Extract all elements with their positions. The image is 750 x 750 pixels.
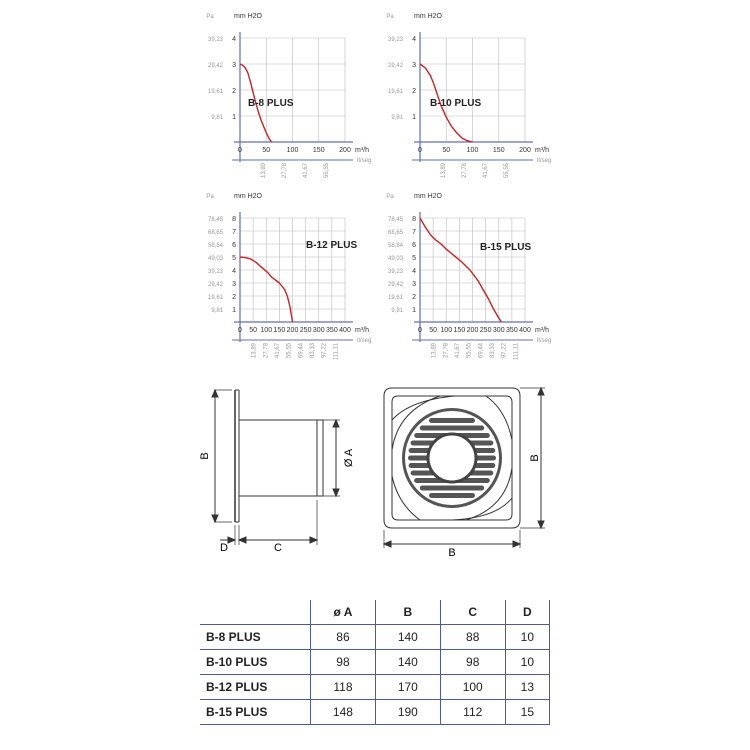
table-row xyxy=(200,625,550,650)
y-tick-label: 4 xyxy=(232,36,236,43)
dim-b-horizontal-label: B xyxy=(448,547,456,559)
x-tick-label: 100 xyxy=(260,327,273,334)
dim-d-label: D xyxy=(220,542,228,554)
table-row xyxy=(200,650,550,675)
pa-tick-label: 29,42 xyxy=(207,282,223,288)
x-tick-label: 50 xyxy=(249,327,258,334)
header-c: C xyxy=(440,600,505,625)
pa-tick-label: 9,81 xyxy=(391,308,403,314)
dimension-drawings xyxy=(0,380,750,580)
x-unit-label: m³/h xyxy=(535,147,549,154)
table-cell: 10 xyxy=(505,650,549,675)
y-left-title: Pa xyxy=(386,194,394,200)
x-tick-label: 200 xyxy=(286,327,299,334)
ls-tick-label: 27,78 xyxy=(443,343,450,359)
pa-tick-label: 39,23 xyxy=(207,269,223,275)
table-cell: 118 xyxy=(311,675,376,700)
table-cell: 88 xyxy=(440,625,505,650)
table-cell: 15 xyxy=(505,700,549,725)
ls-tick-label: 83,33 xyxy=(490,343,496,359)
x-tick-label: 400 xyxy=(339,327,351,334)
ls-tick-label: 69,44 xyxy=(298,343,305,359)
x-tick-label: 200 xyxy=(519,147,531,154)
ls-tick-label: 97,22 xyxy=(321,343,328,359)
x-tick-label: 150 xyxy=(492,147,505,154)
pa-tick-label: 78,45 xyxy=(387,217,403,223)
pa-tick-label: 68,65 xyxy=(207,230,223,236)
y-tick-label: 3 xyxy=(232,281,236,288)
y-tick-label: 3 xyxy=(232,62,236,69)
x-unit-label: m³/h xyxy=(535,327,549,334)
pa-tick-label: 58,84 xyxy=(207,243,223,249)
y-tick-label: 6 xyxy=(412,242,416,249)
y-tick-label: 2 xyxy=(412,294,416,301)
pa-tick-label: 49,03 xyxy=(387,256,403,262)
x-tick-label: 250 xyxy=(479,327,492,334)
y-tick-label: 3 xyxy=(412,281,416,288)
grille-bar xyxy=(420,426,484,431)
model-name: B-15 PLUS xyxy=(200,700,311,725)
header-diameter-a: ø A xyxy=(311,600,376,625)
pa-tick-label: 29,42 xyxy=(387,282,403,288)
dim-a-label: Ø A xyxy=(343,448,355,468)
table-cell: 100 xyxy=(440,675,505,700)
ls-tick-label: 13,89 xyxy=(261,163,267,179)
ls-tick-label: 27,78 xyxy=(282,163,288,179)
pa-tick-label: 19,61 xyxy=(387,89,403,95)
pa-tick-label: 9,81 xyxy=(211,308,223,314)
ls-tick-label: 111,11 xyxy=(513,343,520,361)
ls-tick-label: 27,78 xyxy=(462,163,468,179)
dim-b-label: B xyxy=(199,452,211,460)
pa-tick-label: 58,84 xyxy=(387,243,403,249)
x-tick-label: 50 xyxy=(429,327,438,334)
x-tick-label: 100 xyxy=(440,327,453,334)
y-tick-label: 7 xyxy=(232,229,236,236)
pa-tick-label: 19,61 xyxy=(207,89,223,95)
table-cell: 148 xyxy=(311,700,376,725)
header-b: B xyxy=(375,600,440,625)
chart-panel xyxy=(386,193,551,360)
ls-tick-label: 111,11 xyxy=(333,343,340,361)
ls-tick-label: 13,89 xyxy=(441,163,447,179)
x-tick-label: 350 xyxy=(326,327,338,334)
x-tick-label: 100 xyxy=(286,147,299,154)
table-corner xyxy=(200,600,311,625)
table-cell: 98 xyxy=(440,650,505,675)
x-tick-label: 400 xyxy=(519,327,531,334)
pa-tick-label: 39,23 xyxy=(387,37,403,43)
pa-tick-label: 19,61 xyxy=(387,295,403,301)
y-tick-label: 7 xyxy=(412,229,416,236)
grille-bar xyxy=(429,418,475,423)
ls-tick-label: 55,55 xyxy=(324,163,330,179)
ls-tick-label: 41,67 xyxy=(303,163,309,179)
chart-model-label: B-8 PLUS xyxy=(248,98,294,109)
y-tick-label: 4 xyxy=(232,268,236,275)
fan-grille xyxy=(402,408,502,508)
ls-tick-label: 41,67 xyxy=(483,163,489,179)
chart-model-label: B-15 PLUS xyxy=(480,242,532,253)
pa-tick-label: 39,23 xyxy=(207,37,223,43)
x-unit-label: m³/h xyxy=(355,327,369,334)
chart-model-label: B-12 PLUS xyxy=(306,240,358,251)
ls-tick-label: 97,22 xyxy=(501,342,508,359)
pa-tick-label: 39,23 xyxy=(387,269,403,275)
y-tick-label: 8 xyxy=(412,216,416,223)
pa-tick-label: 9,81 xyxy=(391,115,403,121)
pa-tick-label: 9,81 xyxy=(211,115,223,121)
y-tick-label: 5 xyxy=(412,255,416,262)
x-tick-label: 0 xyxy=(418,147,422,154)
pa-tick-label: 29,42 xyxy=(387,63,403,69)
y-tick-label: 6 xyxy=(232,242,236,249)
pa-tick-label: 29,42 xyxy=(207,63,223,69)
table-cell: 170 xyxy=(375,675,440,700)
ls-unit-label: lt/seg xyxy=(357,338,372,344)
pa-tick-label: 78,45 xyxy=(207,217,223,223)
x-tick-label: 300 xyxy=(492,327,505,334)
chart-panel xyxy=(206,13,371,178)
pa-tick-label: 68,65 xyxy=(387,230,403,236)
chart-panel xyxy=(206,193,371,360)
y-tick-label: 2 xyxy=(232,294,236,301)
x-tick-label: 0 xyxy=(238,147,242,154)
x-unit-label: m³/h xyxy=(355,147,369,154)
y-right-title: mm H2O xyxy=(414,193,442,200)
x-tick-label: 100 xyxy=(466,147,479,154)
ls-tick-label: 41,67 xyxy=(455,343,461,359)
table-row xyxy=(200,675,550,700)
y-tick-label: 4 xyxy=(412,268,416,275)
dim-b-vertical-label: B xyxy=(529,454,541,462)
y-tick-label: 8 xyxy=(232,216,236,223)
y-left-title: Pa xyxy=(206,14,214,20)
y-tick-label: 1 xyxy=(412,307,416,314)
ls-unit-label: lt/seg xyxy=(537,158,552,164)
x-tick-label: 200 xyxy=(339,147,351,154)
x-tick-label: 150 xyxy=(453,327,466,334)
ls-tick-label: 55,55 xyxy=(504,163,510,179)
chart-model-label: B-10 PLUS xyxy=(430,98,482,109)
model-name: B-8 PLUS xyxy=(200,625,311,650)
x-tick-label: 350 xyxy=(506,327,518,334)
chart-panel xyxy=(386,13,551,178)
x-tick-label: 150 xyxy=(273,327,286,334)
ls-unit-label: lt/seg xyxy=(537,338,552,344)
header-d: D xyxy=(505,600,549,625)
ls-tick-label: 41,67 xyxy=(275,343,281,359)
ls-tick-label: 69,44 xyxy=(478,343,485,359)
y-tick-label: 3 xyxy=(412,62,416,69)
ls-tick-label: 27,78 xyxy=(263,343,270,359)
y-tick-label: 1 xyxy=(232,307,236,314)
ls-tick-label: 13,89 xyxy=(251,343,258,359)
x-tick-label: 0 xyxy=(418,327,422,334)
y-tick-label: 1 xyxy=(412,114,416,121)
table-cell: 86 xyxy=(311,625,376,650)
y-left-title: Pa xyxy=(386,14,394,20)
table-header-row xyxy=(200,600,550,625)
grille-bar xyxy=(420,486,484,491)
x-tick-label: 250 xyxy=(299,327,312,334)
model-name: B-12 PLUS xyxy=(200,675,311,700)
y-right-title: mm H2O xyxy=(234,13,262,20)
y-tick-label: 4 xyxy=(412,36,416,43)
x-tick-label: 50 xyxy=(442,147,451,154)
dim-c-label: C xyxy=(274,542,282,554)
x-tick-label: 200 xyxy=(466,327,479,334)
table-cell: 140 xyxy=(375,650,440,675)
table-cell: 98 xyxy=(311,650,376,675)
table-cell: 112 xyxy=(440,700,505,725)
pa-tick-label: 19,61 xyxy=(207,295,223,301)
x-tick-label: 0 xyxy=(238,327,242,334)
y-tick-label: 1 xyxy=(232,114,236,121)
y-right-title: mm H2O xyxy=(234,193,262,200)
ls-tick-label: 55,55 xyxy=(286,343,293,359)
dimensions-table xyxy=(200,600,550,725)
side-view-drawing xyxy=(212,390,340,545)
y-tick-label: 5 xyxy=(232,255,236,262)
table-row xyxy=(200,700,550,725)
pa-tick-label: 49,03 xyxy=(207,256,223,262)
y-tick-label: 2 xyxy=(232,88,236,95)
table-cell: 190 xyxy=(375,700,440,725)
ls-tick-label: 55,55 xyxy=(466,343,473,359)
x-tick-label: 300 xyxy=(312,327,325,334)
ls-tick-label: 13,89 xyxy=(431,343,438,359)
table-cell: 13 xyxy=(505,675,549,700)
table-cell: 10 xyxy=(505,625,549,650)
ls-unit-label: lt/seg xyxy=(357,158,372,164)
table-cell: 140 xyxy=(375,625,440,650)
x-tick-label: 50 xyxy=(262,147,271,154)
grille-bar xyxy=(429,493,475,498)
y-left-title: Pa xyxy=(206,194,214,200)
y-right-title: mm H2O xyxy=(414,13,442,20)
ls-tick-label: 83,33 xyxy=(310,343,316,359)
x-tick-label: 150 xyxy=(312,147,325,154)
model-name: B-10 PLUS xyxy=(200,650,311,675)
y-tick-label: 2 xyxy=(412,88,416,95)
